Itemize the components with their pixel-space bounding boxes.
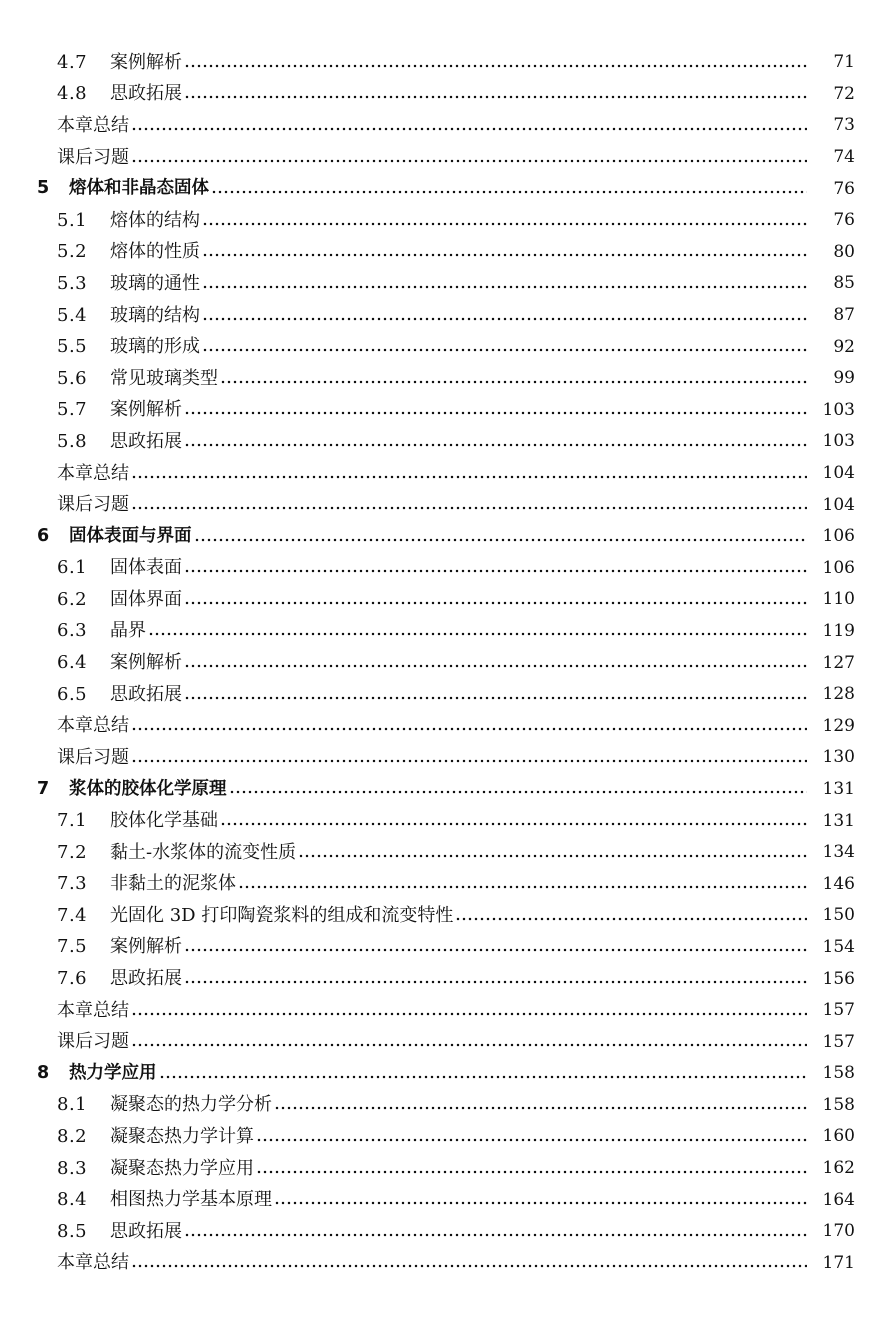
toc-section-row[interactable]: [0, 900, 896, 932]
toc-section-row[interactable]: [0, 395, 896, 427]
dot-leader: [131, 127, 807, 131]
toc-entry-title: 凝聚态的热力学分析: [110, 1094, 272, 1116]
toc-entry-title: 本章总结: [57, 999, 129, 1021]
toc-entry-number: 7: [37, 778, 50, 799]
dot-leader: [184, 64, 807, 68]
toc-section-row[interactable]: [0, 331, 896, 363]
toc-entry-title: 思政拓展: [110, 83, 182, 105]
toc-section-row[interactable]: [0, 584, 896, 616]
dot-leader: [131, 1264, 807, 1268]
toc-page-number: 130: [822, 747, 855, 768]
toc-page-number: 106: [822, 526, 855, 547]
toc-entry-title: 玻璃的结构: [110, 304, 200, 326]
table-of-contents: [0, 47, 896, 1279]
toc-page-number: 162: [822, 1158, 855, 1179]
toc-section-row[interactable]: [0, 1090, 896, 1122]
toc-page-number: 128: [822, 684, 855, 705]
toc-page-number: 76: [833, 210, 855, 231]
toc-page-number: 76: [833, 178, 855, 199]
toc-entry-title: 玻璃的通性: [110, 272, 200, 294]
toc-entry-title: 常见玻璃类型: [110, 367, 218, 389]
toc-entry-title: 固体表面与界面: [69, 525, 192, 546]
toc-section-row[interactable]: [0, 79, 896, 111]
toc-section-row[interactable]: [0, 679, 896, 711]
dot-leader: [131, 159, 807, 163]
toc-entry-title: 课后习题: [57, 494, 129, 516]
toc-entry-number: 8.1: [57, 1094, 88, 1116]
toc-entry-title: 课后习题: [57, 146, 129, 168]
toc-entry-title: 凝聚态热力学计算: [110, 1125, 254, 1147]
toc-entry-number: 6: [37, 525, 50, 546]
toc-page-number: 170: [822, 1221, 855, 1242]
dot-leader: [220, 380, 807, 384]
toc-page-number: 131: [822, 778, 855, 799]
toc-entry-number: 8.4: [57, 1189, 88, 1211]
dot-leader: [131, 1043, 807, 1047]
toc-entry-title: 熔体的结构: [110, 209, 200, 231]
toc-section-row[interactable]: [0, 426, 896, 458]
toc-entry-title: 课后习题: [57, 1031, 129, 1053]
toc-page-number: 103: [822, 399, 855, 420]
toc-page-number: 160: [822, 1126, 855, 1147]
toc-page-number: 99: [833, 368, 855, 389]
toc-entry-title: 思政拓展: [110, 430, 182, 452]
dot-leader: [298, 854, 807, 858]
dot-leader: [184, 569, 807, 573]
toc-entry-title: 案例解析: [110, 652, 182, 674]
toc-entry-number: 6.2: [57, 588, 88, 610]
dot-leader: [184, 980, 807, 984]
toc-section-row[interactable]: [0, 268, 896, 300]
toc-page-number: 74: [833, 147, 855, 168]
toc-entry-title: 本章总结: [57, 1252, 129, 1274]
toc-section-row[interactable]: [0, 47, 896, 79]
toc-summary-row[interactable]: [0, 1248, 896, 1280]
dot-leader: [184, 696, 807, 700]
toc-summary-row[interactable]: [0, 142, 896, 174]
toc-page-number: 119: [822, 620, 855, 641]
toc-page-number: 158: [822, 1094, 855, 1115]
dot-leader: [229, 790, 808, 794]
dot-leader: [211, 190, 807, 194]
toc-section-row[interactable]: [0, 1121, 896, 1153]
toc-page-number: 158: [822, 1063, 855, 1084]
toc-entry-number: 8.5: [57, 1220, 88, 1242]
toc-entry-number: 6.4: [57, 652, 88, 674]
dot-leader: [202, 348, 807, 352]
toc-summary-row[interactable]: [0, 742, 896, 774]
dot-leader: [148, 632, 807, 636]
toc-entry-title: 晶界: [110, 620, 146, 642]
toc-page-number: 72: [833, 83, 855, 104]
toc-entry-title: 本章总结: [57, 715, 129, 737]
toc-section-row[interactable]: [0, 647, 896, 679]
dot-leader: [455, 917, 807, 921]
toc-entry-title: 光固化 3D 打印陶瓷浆料的组成和流变特性: [110, 904, 454, 926]
toc-entry-title: 玻璃的形成: [110, 336, 200, 358]
toc-entry-number: 5.1: [57, 209, 88, 231]
dot-leader: [184, 95, 807, 99]
dot-leader: [202, 253, 807, 257]
dot-leader: [238, 885, 807, 889]
toc-entry-number: 6.1: [57, 557, 88, 579]
toc-summary-row[interactable]: [0, 489, 896, 521]
dot-leader: [202, 222, 807, 226]
toc-entry-number: 5.7: [57, 399, 88, 421]
toc-entry-number: 6.5: [57, 683, 88, 705]
dot-leader: [184, 601, 807, 605]
dot-leader: [274, 1106, 807, 1110]
toc-chapter-row[interactable]: [0, 173, 896, 205]
toc-entry-title: 案例解析: [110, 51, 182, 73]
toc-section-row[interactable]: [0, 868, 896, 900]
toc-entry-number: 7.6: [57, 968, 88, 990]
toc-entry-number: 7.5: [57, 936, 88, 958]
toc-page-number: 164: [822, 1189, 855, 1210]
toc-entry-title: 相图热力学基本原理: [110, 1189, 272, 1211]
toc-summary-row[interactable]: [0, 1026, 896, 1058]
dot-leader: [131, 475, 807, 479]
dot-leader: [274, 1201, 807, 1205]
toc-section-row[interactable]: [0, 1184, 896, 1216]
toc-section-row[interactable]: [0, 837, 896, 869]
dot-leader: [184, 1233, 807, 1237]
dot-leader: [184, 411, 807, 415]
toc-entry-number: 7.4: [57, 904, 88, 926]
toc-page-number: 104: [822, 494, 855, 515]
toc-entry-number: 8.3: [57, 1157, 88, 1179]
dot-leader: [184, 948, 807, 952]
toc-entry-title: 浆体的胶体化学原理: [69, 778, 227, 799]
dot-leader: [202, 285, 807, 289]
toc-section-row[interactable]: [0, 1153, 896, 1185]
toc-section-row[interactable]: [0, 363, 896, 395]
toc-entry-number: 4.8: [57, 83, 88, 105]
toc-entry-title: 课后习题: [57, 746, 129, 768]
toc-section-row[interactable]: [0, 805, 896, 837]
toc-section-row[interactable]: [0, 300, 896, 332]
toc-entry-title: 案例解析: [110, 399, 182, 421]
toc-section-row[interactable]: [0, 616, 896, 648]
toc-page-number: 87: [833, 305, 855, 326]
toc-entry-number: 6.3: [57, 620, 88, 642]
toc-entry-title: 胶体化学基础: [110, 810, 218, 832]
dot-leader: [131, 506, 807, 510]
dot-leader: [131, 759, 807, 763]
toc-section-row[interactable]: [0, 237, 896, 269]
toc-entry-title: 凝聚态热力学应用: [110, 1157, 254, 1179]
toc-page-number: 171: [822, 1252, 855, 1273]
toc-page-number: 85: [833, 273, 855, 294]
toc-entry-title: 熔体的性质: [110, 241, 200, 263]
toc-section-row[interactable]: [0, 963, 896, 995]
toc-entry-number: 8: [37, 1063, 50, 1084]
toc-entry-title: 本章总结: [57, 114, 129, 136]
toc-entry-title: 固体界面: [110, 588, 182, 610]
dot-leader: [256, 1170, 807, 1174]
dot-leader: [194, 538, 808, 542]
toc-entry-number: 5.4: [57, 304, 88, 326]
toc-page-number: 131: [822, 810, 855, 831]
dot-leader: [184, 664, 807, 668]
toc-page-number: 156: [822, 968, 855, 989]
toc-section-row[interactable]: [0, 553, 896, 585]
toc-entry-title: 熔体和非晶态固体: [69, 178, 209, 199]
toc-page-number: 73: [833, 115, 855, 136]
toc-page-number: 127: [822, 652, 855, 673]
toc-entry-number: 5.2: [57, 241, 88, 263]
dot-leader: [202, 317, 807, 321]
toc-entry-number: 5.6: [57, 367, 88, 389]
toc-entry-title: 思政拓展: [110, 1220, 182, 1242]
toc-page-number: 154: [822, 936, 855, 957]
toc-entry-number: 5.5: [57, 336, 88, 358]
toc-section-row[interactable]: [0, 1216, 896, 1248]
dot-leader: [131, 1012, 807, 1016]
dot-leader: [131, 727, 807, 731]
toc-entry-number: 4.7: [57, 51, 88, 73]
dot-leader: [184, 443, 807, 447]
toc-entry-title: 案例解析: [110, 936, 182, 958]
toc-summary-row[interactable]: [0, 458, 896, 490]
toc-entry-title: 非黏土的泥浆体: [110, 873, 236, 895]
toc-chapter-row[interactable]: [0, 1058, 896, 1090]
toc-summary-row[interactable]: [0, 710, 896, 742]
toc-page-number: 110: [822, 589, 855, 610]
toc-entry-number: 7.1: [57, 810, 88, 832]
toc-page-number: 80: [833, 241, 855, 262]
toc-entry-title: 本章总结: [57, 462, 129, 484]
toc-entry-title: 黏土-水浆体的流变性质: [110, 841, 297, 863]
toc-page-number: 129: [822, 715, 855, 736]
toc-entry-title: 思政拓展: [110, 968, 182, 990]
toc-page-number: 150: [822, 905, 855, 926]
toc-page-number: 71: [833, 52, 855, 73]
toc-entry-title: 固体表面: [110, 557, 182, 579]
toc-chapter-row[interactable]: [0, 774, 896, 806]
toc-summary-row[interactable]: [0, 995, 896, 1027]
toc-page-number: 103: [822, 431, 855, 452]
toc-page-number: 92: [833, 336, 855, 357]
dot-leader: [220, 822, 807, 826]
toc-entry-title: 思政拓展: [110, 683, 182, 705]
toc-entry-number: 8.2: [57, 1125, 88, 1147]
toc-page-number: 104: [822, 463, 855, 484]
toc-section-row[interactable]: [0, 205, 896, 237]
toc-page-number: 157: [822, 1000, 855, 1021]
toc-page-number: 134: [822, 842, 855, 863]
toc-entry-title: 热力学应用: [69, 1063, 157, 1084]
toc-page-number: 106: [822, 557, 855, 578]
toc-page-number: 157: [822, 1031, 855, 1052]
toc-chapter-row[interactable]: [0, 521, 896, 553]
dot-leader: [159, 1075, 808, 1079]
toc-summary-row[interactable]: [0, 110, 896, 142]
toc-entry-number: 5.8: [57, 430, 88, 452]
toc-section-row[interactable]: [0, 932, 896, 964]
toc-entry-number: 7.2: [57, 841, 88, 863]
dot-leader: [256, 1138, 807, 1142]
toc-entry-number: 7.3: [57, 873, 88, 895]
toc-page-number: 146: [822, 873, 855, 894]
toc-entry-number: 5: [37, 178, 50, 199]
toc-entry-number: 5.3: [57, 272, 88, 294]
